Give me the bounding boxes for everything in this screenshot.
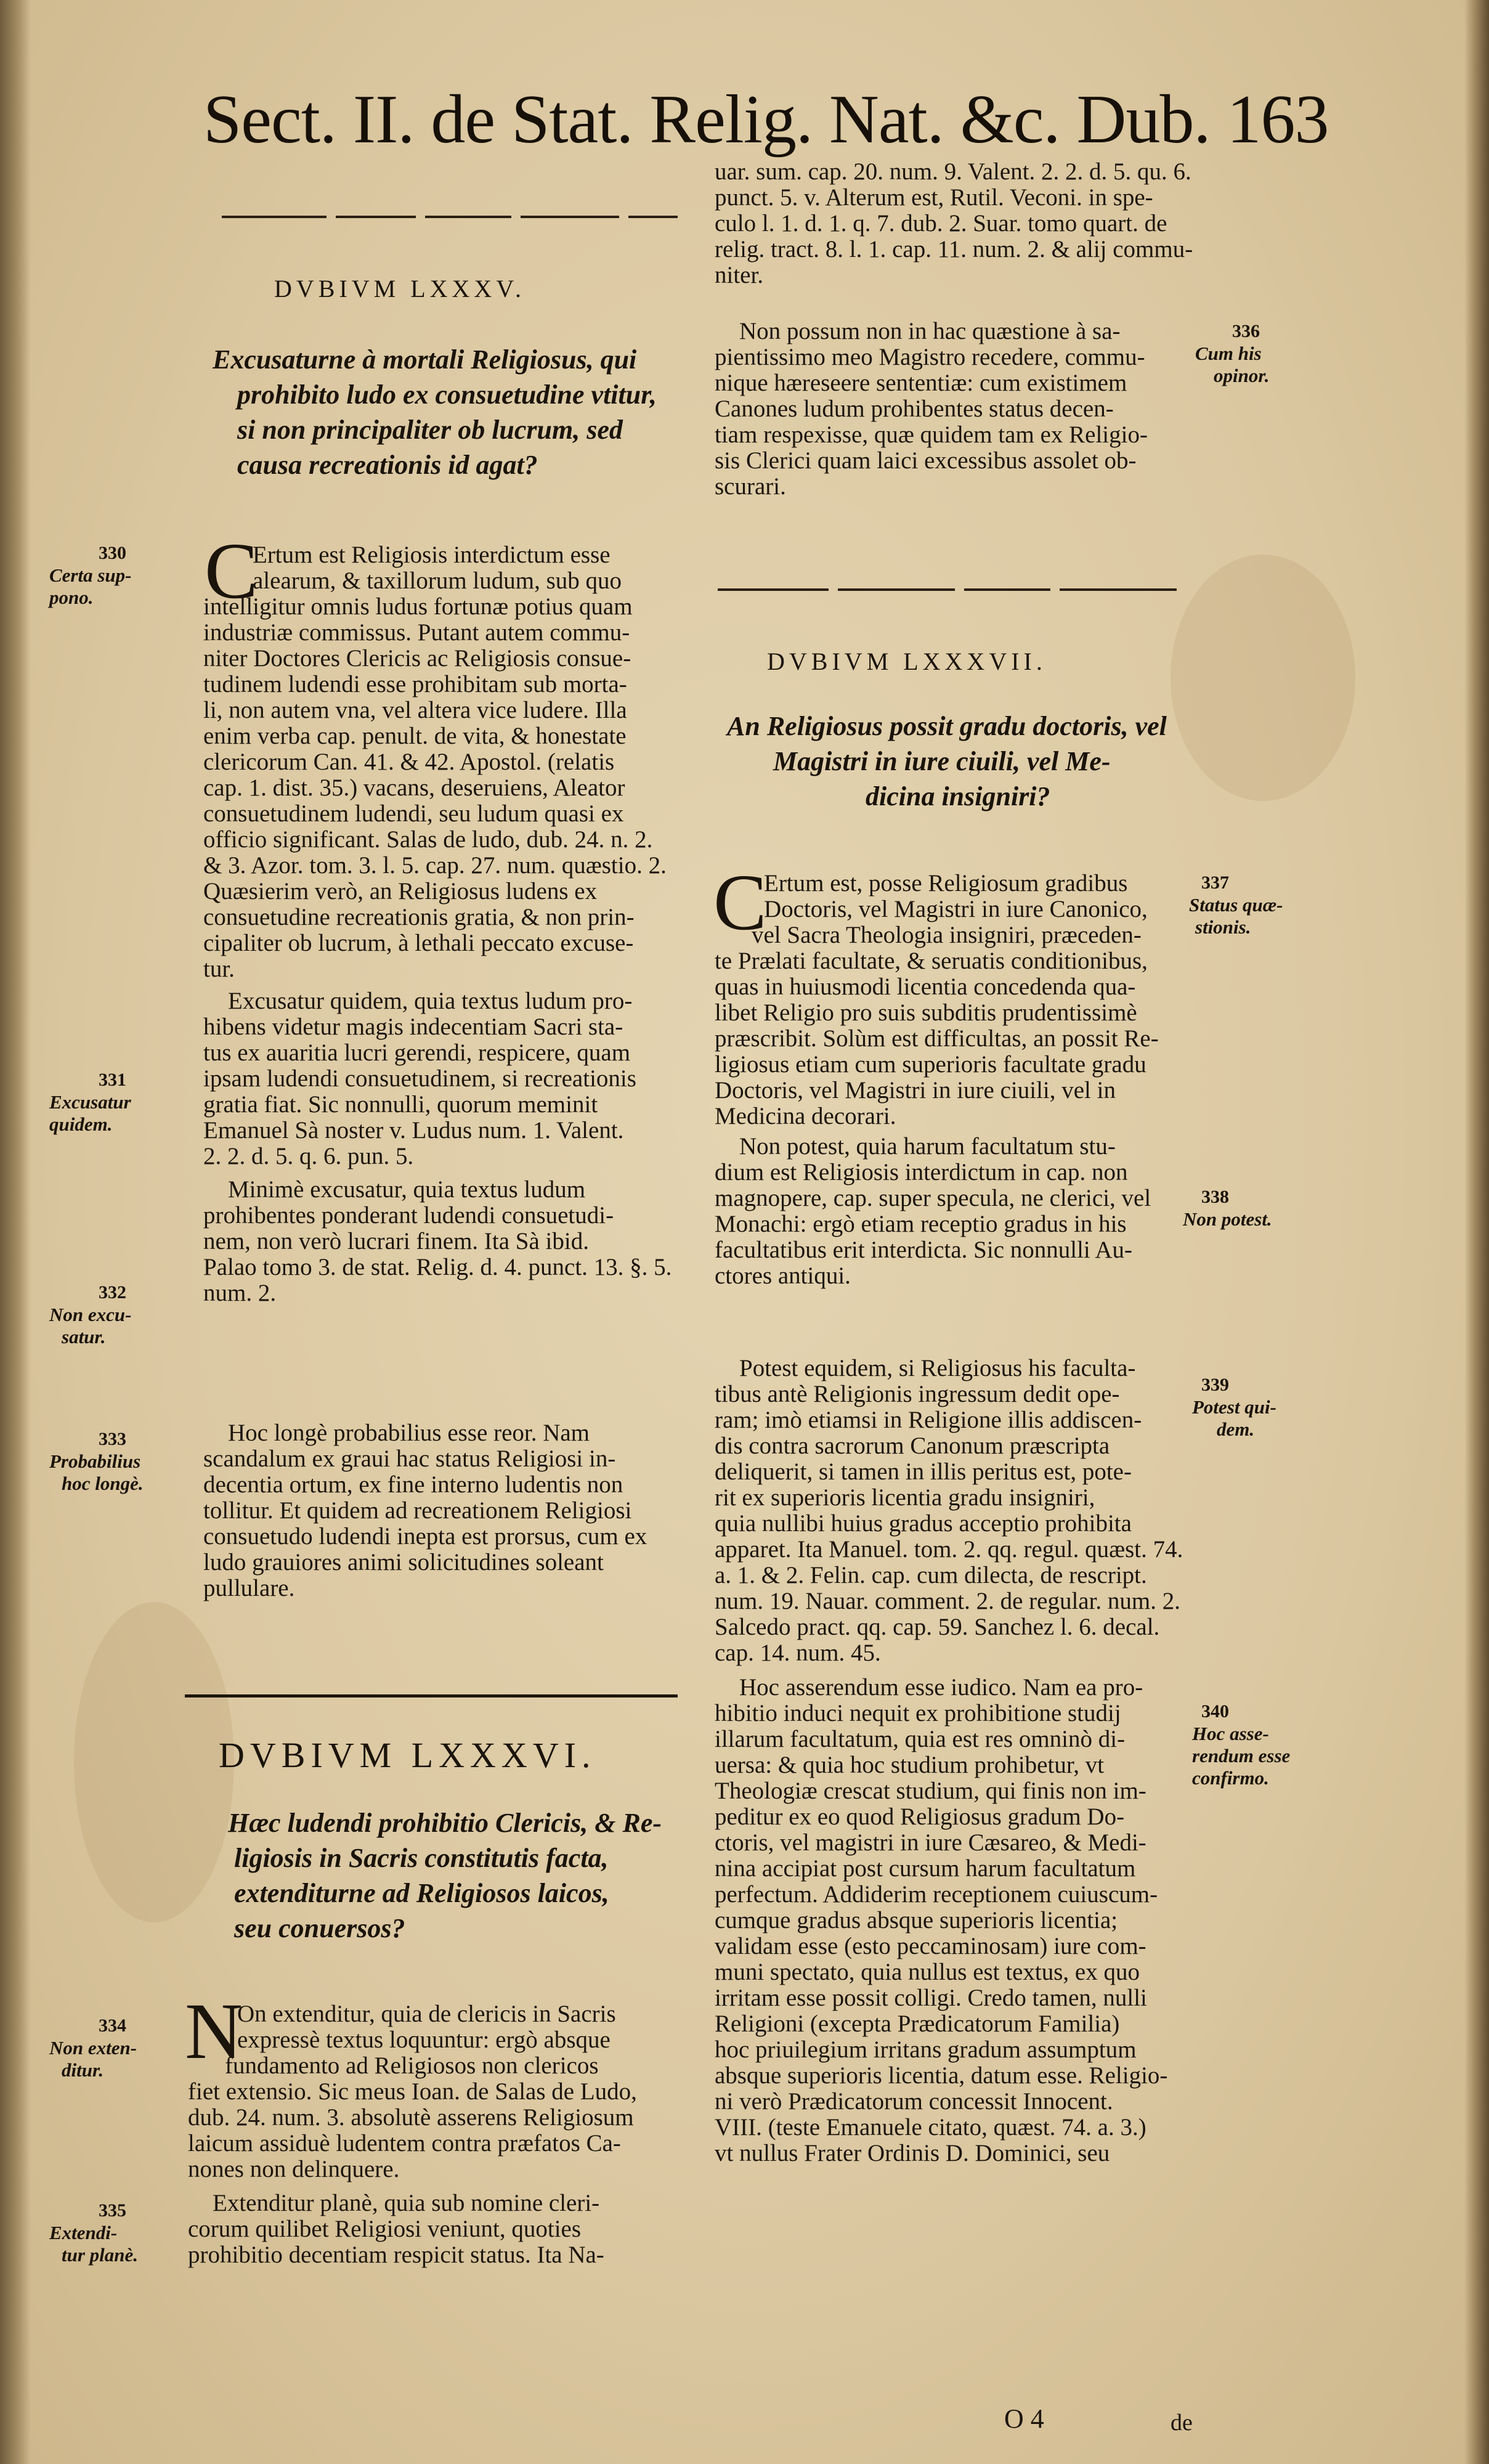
marginal-note-330: 330 Certa sup- pono. [49, 543, 132, 608]
marginal-note-337: 337 Status quæ- stionis. [1189, 872, 1283, 938]
dubium-86-para-1: On extenditur, quia de clericis in Sacris expressè textus loquuntur: ergò absque fundamento ad Religiosos non clericos fiet extensio. Sic meus Ioan. de Salas de Ludo, dub. 24. num. 3. absolutè asserens Religiosum laicum assiduè ludentem contra præfatos Ca- nones non delinquere. [188, 2001, 637, 2182]
continuation-citations: uar. sum. cap. 20. num. 9. Valent. 2. 2. d. 5. qu. 6. punct. 5. v. Alterum est, Rutil. Veconi. in spe- culo l. 1. d. 1. q. 7. dub. 2. Suar. tomo quart. de relig. tract. 8. l. 1. cap. 11. num. 2. & alij commu- niter. [715, 158, 1193, 288]
section-rule [185, 1694, 678, 1698]
drop-cap: N [185, 1987, 243, 2076]
dubium-85-para-1: Ertum est Religiosis interdictum esse alearum, & taxillorum ludum, sub quo intelligitur omnis ludus fortunæ potius quam industriæ commissus. Putant autem commu- niter Doctores Clericis ac Religiosis consue- tudinem ludendi esse prohibitam sub morta- li, non autem vna, vel altera vice ludere. Illa enim verba cap. penult. de vita, & honestate clericorum Can. 41. & 42. Apostol. (relatis cap. 1. dist. 35.) vacans, deseruiens, Aleator consuetudinem ludendi, seu ludum quasi ex officio significant. Salas de ludo, dub. 24. n. 2. & 3. Azor. tom. 3. l. 5. cap. 27. num. quæstio. 2. Quæsierim verò, an Religiosus ludens ex consuetudine recreationis gratia, & non prin- cipaliter ob lucrum, à lethali peccato excuse- tur. [203, 542, 667, 982]
catchword: de [1171, 2410, 1193, 2436]
signature-mark: O 4 [1004, 2404, 1044, 2434]
ornament-rule [425, 216, 511, 218]
dubium-heading-87: DVBIVM LXXXVII. [767, 648, 1047, 675]
ornament-rule [222, 216, 327, 218]
dubium-85-question: Excusaturne à mortali Religiosus, qui prohibito ludo ex consuetudine vtitur, si non principaliter ob lucrum, sed causa recreationis id agat? [213, 344, 657, 480]
dubium-heading-85: DVBIVM LXXXV. [274, 275, 526, 303]
ornament-rule [718, 588, 829, 591]
ornament-rule [628, 216, 678, 218]
dubium-85-para-4: Hoc longè probabilius esse reor. Nam scandalum ex graui hac status Religiosi in- decentia ortum, ex fine interno ludentis non tollitur. Et quidem ad recreationem Religiosi consuetudo ludendi inepta est prorsus, cum ex ludo grauiores animi solicitudines soleant pullulare. [203, 1420, 647, 1601]
ornament-rule [838, 588, 955, 591]
paper-stain [74, 1602, 234, 1922]
marginal-note-334: 334 Non exten- ditur. [49, 2015, 137, 2081]
dubium-87-question: An Religiosus possit gradu doctoris, vel Magistri in iure ciuili, vel Me- dicina insigniri? [727, 711, 1167, 811]
dubium-85-para-3: Minimè excusatur, quia textus ludum prohibentes ponderant ludendi consuetudi- nem, non verò lucrari finem. Ita Sà ibid. Palao tomo 3. de stat. Relig. d. 4. punct. 13. §. 5. num. 2. [203, 1176, 672, 1306]
marginal-note-336: 336 Cum his opinor. [1195, 321, 1270, 386]
dubium-86-para-2: Extenditur planè, quia sub nomine cleri- corum quilibet Religiosi veniunt, quoties prohibitio decentiam respicit status. Ita Na- [188, 2190, 604, 2268]
ornament-rule [1060, 588, 1177, 591]
ornament-rule [336, 216, 416, 218]
dubium-heading-86: DVBIVM LXXXVI. [219, 1735, 596, 1775]
marginal-note-333: 333 Probabilius hoc longè. [49, 1429, 144, 1494]
dubium-87-para-1: Ertum est, posse Religiosum gradibus Doctoris, vel Magistri in iure Canonico, vel Sacra Theologia insigniri, præceden- te Prælati facultate, & seruatis conditionibus, quas in huiusmodi licentia concedenda qua- libet Religio pro suis subditis prudentissimè præscribit. Solùm est difficultas, an possit Re- ligiosus etiam cum superioris facultate gradu Doctoris, vel Magistri in iure ciuili, vel in Medicina decorari. [715, 870, 1159, 1129]
running-title: Sect. II. de Stat. Relig. Nat. &c. Dub. 163 [203, 81, 1329, 158]
page-edge-shadow [1464, 0, 1489, 2464]
continuation-paragraph: Non possum non in hac quæstione à sa- pientissimo meo Magistro recedere, commu- nique hæreseere sententiæ: cum existimem Canones ludum prohibentes status decen- tiam respexisse, quæ quidem tam ex Religio- sis Clerici quam laici excessibus assolet ob- scurari. [715, 318, 1148, 500]
drop-cap: C [713, 858, 767, 947]
drop-cap: C [205, 527, 258, 616]
marginal-note-335: 335 Extendi- tur planè. [49, 2200, 139, 2266]
ornament-rule [521, 216, 619, 218]
paper-stain [1171, 555, 1355, 801]
marginal-note-332: 332 Non excu- satur. [49, 1282, 132, 1348]
ornament-rule [964, 588, 1050, 591]
marginal-note-339: 339 Potest qui- dem. [1192, 1375, 1276, 1440]
marginal-note-340: 340 Hoc asse- rendum esse confirmo. [1192, 1701, 1291, 1789]
marginal-note-338: 338 Non potest. [1183, 1187, 1272, 1230]
dubium-87-para-2: Non potest, quia harum facultatum stu- dium est Religiosis interdictum in cap. non magnopere, cap. super specula, ne clerici, vel Monachi: ergò etiam receptio gradus in his facultatibus erit interdicta. Sic nonnulli Au- ctores antiqui. [715, 1133, 1151, 1289]
dubium-86-question: Hæc ludendi prohibitio Clericis, & Re- ligiosis in Sacris constitutis facta, extenditurne ad Religiosos laicos, seu conuersos? [228, 1808, 662, 1943]
marginal-note-331: 331 Excusatur quidem. [49, 1070, 131, 1135]
page-gutter-shadow [0, 0, 31, 2464]
dubium-87-para-4: Hoc asserendum esse iudico. Nam ea pro- hibitio induci nequit ex prohibitione studij illarum facultatum, quia est res omninò di- uersa: & quia hoc studium prohibetur, vt Theologiæ crescat studium, qui finis non im- peditur ex eo quod Religiosus gradum Do- ctoris, vel magistri in iure Cæsareo, & Medi- nina accipiat post cursum harum facultatum perfectum. Addiderim receptionem cuiuscum- cumque gradus absque superioris licentia; validam esse (esto peccaminosam) iure com- muni spectato, quia nullus est textus, ex quo irritam esse possit colligi. Credo tamen, nulli Religioni (excepta Prædicatorum Familia) hoc priuilegium irritans gradum assumptum absque superioris licentia, datum esse. Religio- ni verò Prædicatorum concessit Innocent. VIII. (teste Emanuele citato, quæst. 74. a. 3.) vt nullus Frater Ordinis D. Dominici, seu [715, 1674, 1168, 2166]
dubium-85-para-2: Excusatur quidem, quia textus ludum pro- hibens videtur magis indecentiam Sacri sta- tus ex auaritia lucri gerendi, respicere, quam ipsam ludendi consuetudinem, si recreationis gratia fiat. Sic nonnulli, quorum meminit Emanuel Sà noster v. Ludus num. 1. Valent. 2. 2. d. 5. q. 6. pun. 5. [203, 988, 636, 1169]
dubium-87-para-3: Potest equidem, si Religiosus his faculta- tibus antè Religionis ingressum dedit ope- ram; imò etiamsi in Religione illis addiscen- dis contra sacrorum Canonum præscripta deliquerit, si tamen in illis peritus est, pote- rit ex superioris licentia gradu insigniri, quia nullibi huius gradus acceptio prohibita apparet. Ita Manuel. tom. 2. qq. regul. quæst. 74. a. 1. & 2. Felin. cap. cum dilecta, de rescript. num. 19. Nauar. comment. 2. de regular. num. 2. Salcedo pract. qq. cap. 59. Sanchez l. 6. decal. cap. 14. num. 45. [715, 1355, 1183, 1666]
